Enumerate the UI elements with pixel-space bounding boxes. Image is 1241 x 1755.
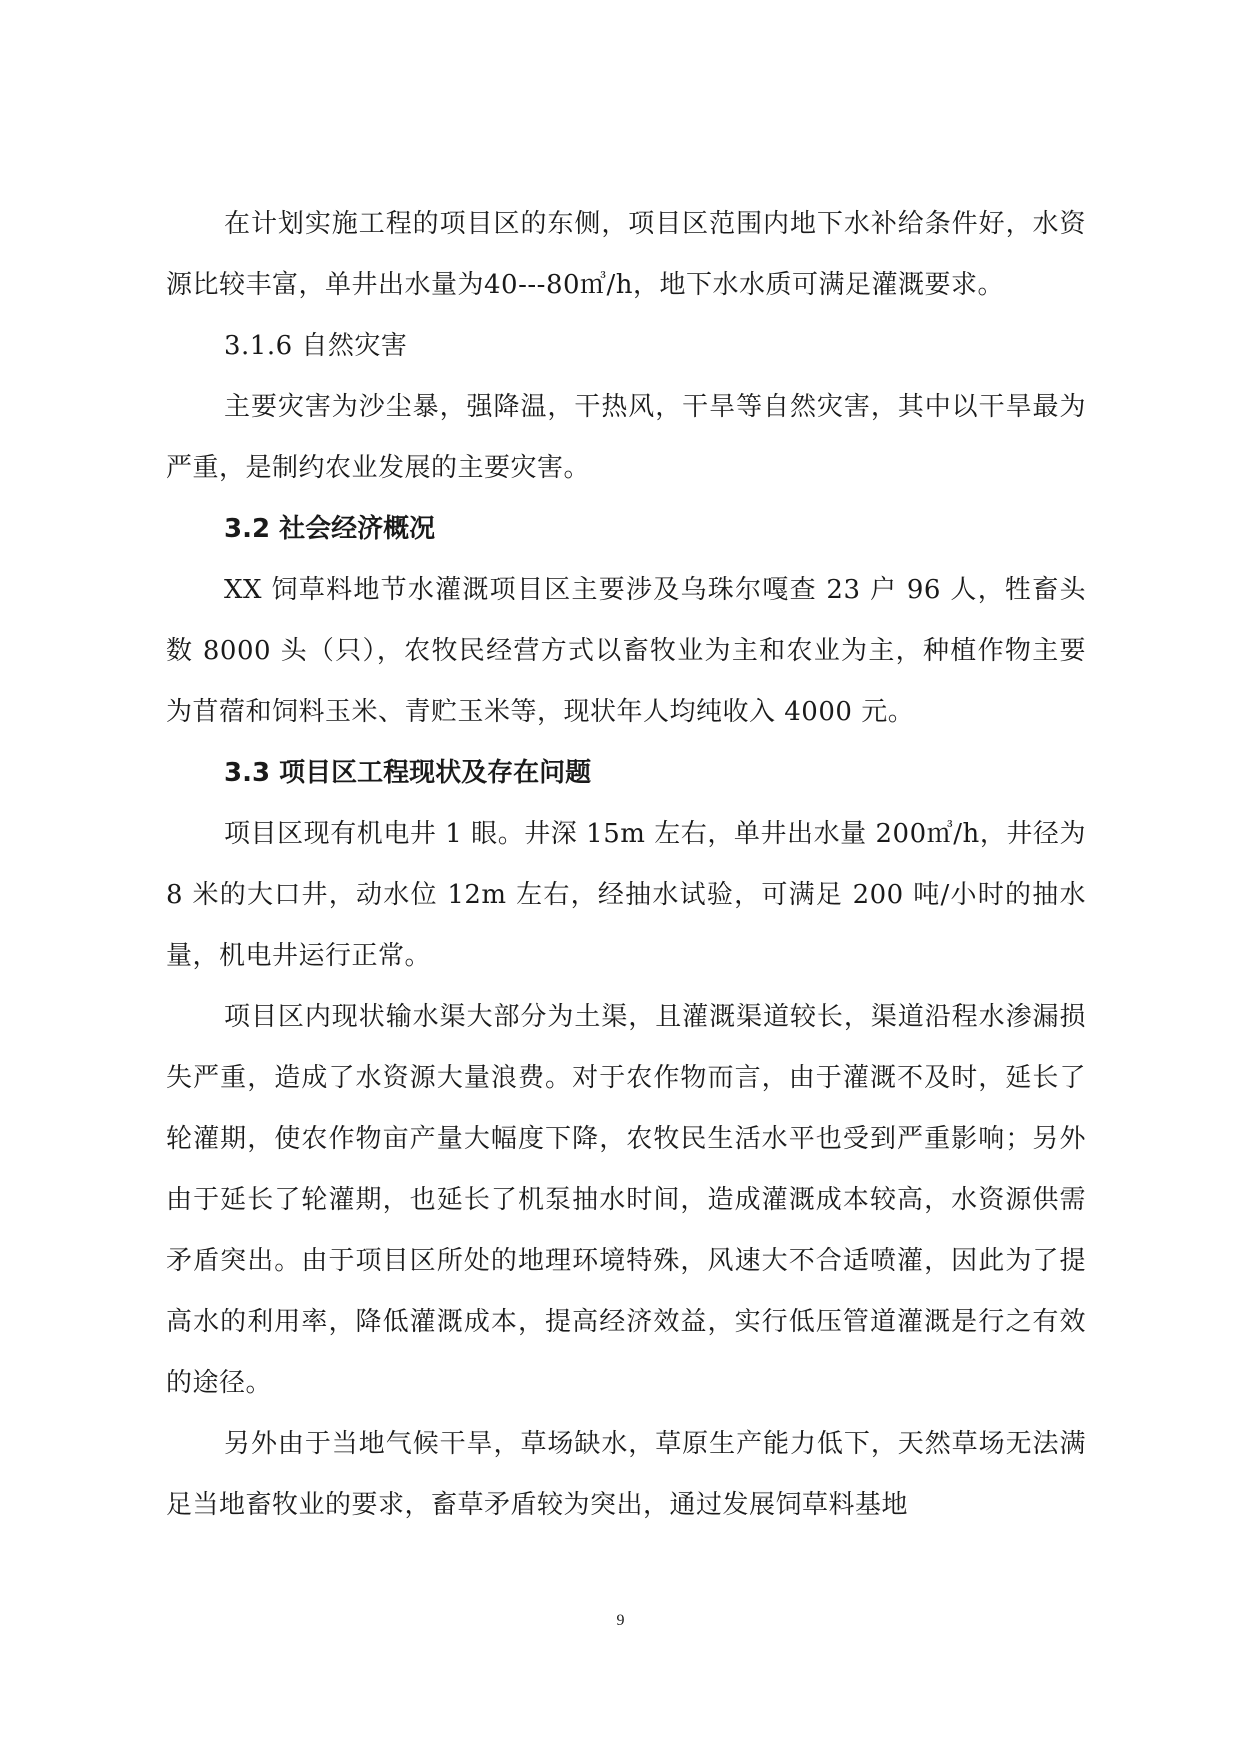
paragraph-well: 项目区现有机电井 1 眼。井深 15m 左右，单井出水量 200㎥/h，井径为 8 米的大口井，动水位 12m 左右，经抽水试验，可满足 200 吨/小时的抽水量，机电井运行正常。: [166, 819, 1086, 971]
paragraph-groundwater: 在计划实施工程的项目区的东侧，项目区范围内地下水补给条件好，水资源比较丰富，单井出水量为40---80㎥/h，地下水水质可满足灌溉要求。: [166, 209, 1086, 300]
paragraph-socioeconomic: XX 饲草料地节水灌溉项目区主要涉及乌珠尔嘎查 23 户 96 人，牲畜头数 8000 头（只），农牧民经营方式以畜牧业为主和农业为主，种植作物主要为苜蓿和饲料玉米、青贮玉米等，现状年人均纯收入 4000 元。: [166, 575, 1086, 727]
document-body: [166, 194, 1086, 1536]
subsection-heading-natural-disasters: 3.1.6 自然灾害: [224, 331, 408, 361]
paragraph-disasters: 主要灾害为沙尘暴，强降温，干热风，干旱等自然灾害，其中以干旱最为严重，是制约农业发展的主要灾害。: [166, 392, 1086, 483]
section-heading-project-status: 3.3 项目区工程现状及存在问题: [224, 758, 592, 788]
page-number: 9: [616, 1612, 625, 1629]
paragraph-forage-base: 另外由于当地气候干旱，草场缺水，草原生产能力低下，天然草场无法满足当地畜牧业的要求，畜草矛盾较为突出，通过发展饲草料基地: [166, 1429, 1086, 1520]
paragraph-canal-losses: 项目区内现状输水渠大部分为土渠，且灌溉渠道较长，渠道沿程水渗漏损失严重，造成了水资源大量浪费。对于农作物而言，由于灌溉不及时，延长了轮灌期，使农作物亩产量大幅度下降，农牧民生活水平也受到严重影响；另外由于延长了轮灌期，也延长了机泵抽水时间，造成灌溉成本较高，水资源供需矛盾突出。由于项目区所处的地理环境特殊，风速大不合适喷灌，因此为了提高水的利用率，降低灌溉成本，提高经济效益，实行低压管道灌溉是行之有效的途径。: [166, 1002, 1086, 1398]
section-heading-socioeconomic: 3.2 社会经济概况: [224, 514, 436, 544]
